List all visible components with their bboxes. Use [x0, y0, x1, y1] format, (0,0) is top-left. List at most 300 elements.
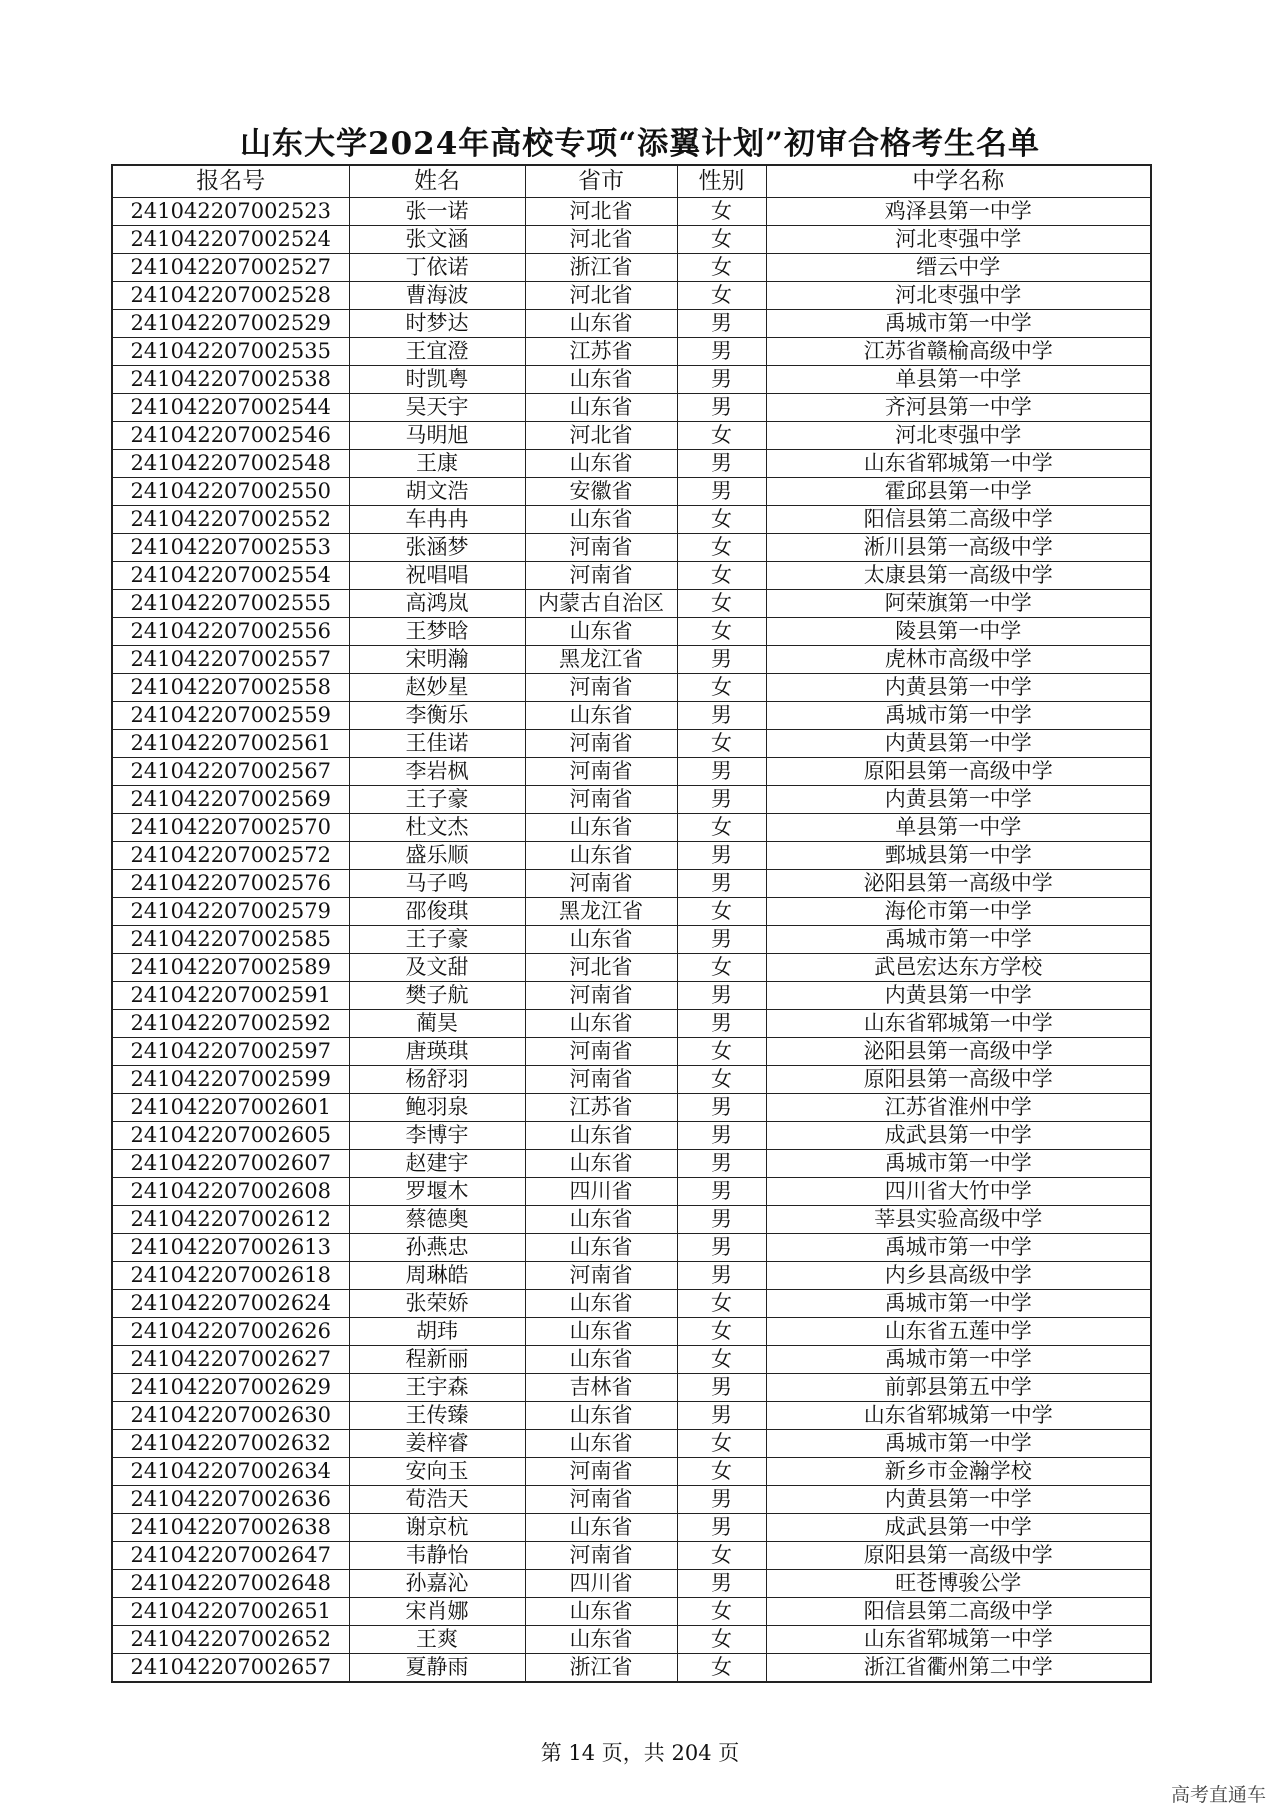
name-cell: 荀浩天 [349, 1486, 525, 1514]
gender-cell: 男 [677, 786, 766, 814]
gender-cell: 女 [677, 1290, 766, 1318]
school-cell: 禹城市第一中学 [766, 1430, 1151, 1458]
province-cell: 山东省 [525, 450, 677, 478]
name-cell: 李岩枫 [349, 758, 525, 786]
school-cell: 禹城市第一中学 [766, 310, 1151, 338]
registration-no-cell: 241042207002569 [112, 786, 349, 814]
name-cell: 蔺昊 [349, 1010, 525, 1038]
province-cell: 山东省 [525, 310, 677, 338]
province-cell: 四川省 [525, 1178, 677, 1206]
registration-no-cell: 241042207002597 [112, 1038, 349, 1066]
name-cell: 赵妙星 [349, 674, 525, 702]
province-cell: 山东省 [525, 842, 677, 870]
school-cell: 河北枣强中学 [766, 226, 1151, 254]
province-cell: 山东省 [525, 926, 677, 954]
school-cell: 内黄县第一中学 [766, 1486, 1151, 1514]
gender-cell: 女 [677, 1626, 766, 1654]
registration-no-cell: 241042207002618 [112, 1262, 349, 1290]
school-cell: 原阳县第一高级中学 [766, 1066, 1151, 1094]
school-cell: 齐河县第一中学 [766, 394, 1151, 422]
name-cell: 张文涵 [349, 226, 525, 254]
gender-cell: 女 [677, 422, 766, 450]
school-cell: 阳信县第二高级中学 [766, 506, 1151, 534]
name-cell: 马明旭 [349, 422, 525, 450]
name-cell: 盛乐顺 [349, 842, 525, 870]
school-cell: 鄄城县第一中学 [766, 842, 1151, 870]
name-cell: 曹海波 [349, 282, 525, 310]
school-cell: 淅川县第一高级中学 [766, 534, 1151, 562]
registration-no-cell: 241042207002605 [112, 1122, 349, 1150]
gender-cell: 女 [677, 562, 766, 590]
school-cell: 前郭县第五中学 [766, 1374, 1151, 1402]
name-cell: 马子鸣 [349, 870, 525, 898]
registration-no-cell: 241042207002592 [112, 1010, 349, 1038]
column-header-school: 中学名称 [766, 165, 1151, 198]
province-cell: 山东省 [525, 1346, 677, 1374]
gender-cell: 男 [677, 1122, 766, 1150]
page-title: 山东大学2024年高校专项“添翼计划”初审合格考生名单 [240, 126, 1040, 162]
gender-cell: 男 [677, 338, 766, 366]
table-row [112, 310, 1151, 338]
registration-no-cell: 241042207002636 [112, 1486, 349, 1514]
province-cell: 山东省 [525, 366, 677, 394]
table-row [112, 702, 1151, 730]
registration-no-cell: 241042207002630 [112, 1402, 349, 1430]
column-header-registration-no: 报名号 [112, 165, 349, 198]
registration-no-cell: 241042207002657 [112, 1654, 349, 1683]
name-cell: 谢京杭 [349, 1514, 525, 1542]
school-cell: 旺苍博骏公学 [766, 1570, 1151, 1598]
gender-cell: 男 [677, 450, 766, 478]
registration-no-cell: 241042207002544 [112, 394, 349, 422]
registration-no-cell: 241042207002561 [112, 730, 349, 758]
name-cell: 王传臻 [349, 1402, 525, 1430]
name-cell: 樊子航 [349, 982, 525, 1010]
table-row [112, 450, 1151, 478]
registration-no-cell: 241042207002535 [112, 338, 349, 366]
table-row [112, 1514, 1151, 1542]
province-cell: 山东省 [525, 702, 677, 730]
province-cell: 江苏省 [525, 338, 677, 366]
school-cell: 禹城市第一中学 [766, 1346, 1151, 1374]
table-row [112, 478, 1151, 506]
school-cell: 虎林市高级中学 [766, 646, 1151, 674]
gender-cell: 女 [677, 226, 766, 254]
registration-no-cell: 241042207002589 [112, 954, 349, 982]
registration-no-cell: 241042207002626 [112, 1318, 349, 1346]
table-row [112, 338, 1151, 366]
name-cell: 罗堰木 [349, 1178, 525, 1206]
province-cell: 山东省 [525, 1430, 677, 1458]
province-cell: 江苏省 [525, 1094, 677, 1122]
school-cell: 四川省大竹中学 [766, 1178, 1151, 1206]
registration-no-cell: 241042207002558 [112, 674, 349, 702]
name-cell: 姜梓睿 [349, 1430, 525, 1458]
province-cell: 河北省 [525, 226, 677, 254]
registration-no-cell: 241042207002528 [112, 282, 349, 310]
gender-cell: 男 [677, 366, 766, 394]
table-row [112, 814, 1151, 842]
gender-cell: 男 [677, 926, 766, 954]
table-row [112, 366, 1151, 394]
school-cell: 原阳县第一高级中学 [766, 758, 1151, 786]
table-row [112, 954, 1151, 982]
province-cell: 山东省 [525, 1626, 677, 1654]
province-cell: 浙江省 [525, 254, 677, 282]
gender-cell: 男 [677, 758, 766, 786]
table-row [112, 1150, 1151, 1178]
name-cell: 李博宇 [349, 1122, 525, 1150]
registration-no-cell: 241042207002550 [112, 478, 349, 506]
name-cell: 张一诺 [349, 198, 525, 226]
school-cell: 内黄县第一中学 [766, 982, 1151, 1010]
province-cell: 河南省 [525, 758, 677, 786]
province-cell: 安徽省 [525, 478, 677, 506]
name-cell: 高鸿岚 [349, 590, 525, 618]
table-row [112, 898, 1151, 926]
gender-cell: 女 [677, 254, 766, 282]
name-cell: 夏静雨 [349, 1654, 525, 1683]
gender-cell: 男 [677, 1150, 766, 1178]
school-cell: 内黄县第一中学 [766, 674, 1151, 702]
table-row [112, 1038, 1151, 1066]
table-row [112, 1066, 1151, 1094]
name-cell: 张荣娇 [349, 1290, 525, 1318]
province-cell: 河北省 [525, 954, 677, 982]
school-cell: 内乡县高级中学 [766, 1262, 1151, 1290]
table-row [112, 534, 1151, 562]
name-cell: 王宇森 [349, 1374, 525, 1402]
table-row [112, 1626, 1151, 1654]
name-cell: 程新丽 [349, 1346, 525, 1374]
table-row [112, 1402, 1151, 1430]
name-cell: 孙嘉沁 [349, 1570, 525, 1598]
registration-no-cell: 241042207002538 [112, 366, 349, 394]
registration-no-cell: 241042207002570 [112, 814, 349, 842]
province-cell: 河南省 [525, 1066, 677, 1094]
gender-cell: 女 [677, 618, 766, 646]
table-row [112, 226, 1151, 254]
name-cell: 王康 [349, 450, 525, 478]
registration-no-cell: 241042207002579 [112, 898, 349, 926]
registration-no-cell: 241042207002612 [112, 1206, 349, 1234]
page-number: 第 14 页，共 204 页 [540, 1741, 740, 1765]
school-cell: 阿荣旗第一中学 [766, 590, 1151, 618]
column-header-name: 姓名 [349, 165, 525, 198]
province-cell: 河南省 [525, 1458, 677, 1486]
registration-no-cell: 241042207002557 [112, 646, 349, 674]
school-cell: 武邑宏达东方学校 [766, 954, 1151, 982]
school-cell: 山东省郓城第一中学 [766, 1010, 1151, 1038]
gender-cell: 女 [677, 1542, 766, 1570]
school-cell: 太康县第一高级中学 [766, 562, 1151, 590]
gender-cell: 男 [677, 310, 766, 338]
table-row [112, 422, 1151, 450]
table-row [112, 1206, 1151, 1234]
province-cell: 吉林省 [525, 1374, 677, 1402]
gender-cell: 男 [677, 1486, 766, 1514]
column-header-province: 省市 [525, 165, 677, 198]
table-row [112, 786, 1151, 814]
registration-no-cell: 241042207002629 [112, 1374, 349, 1402]
school-cell: 泌阳县第一高级中学 [766, 1038, 1151, 1066]
name-cell: 杜文杰 [349, 814, 525, 842]
school-cell: 单县第一中学 [766, 366, 1151, 394]
table-row [112, 1654, 1151, 1683]
province-cell: 山东省 [525, 1514, 677, 1542]
province-cell: 四川省 [525, 1570, 677, 1598]
registration-no-cell: 241042207002651 [112, 1598, 349, 1626]
registration-no-cell: 241042207002601 [112, 1094, 349, 1122]
gender-cell: 男 [677, 1178, 766, 1206]
name-cell: 蔡德奥 [349, 1206, 525, 1234]
province-cell: 山东省 [525, 506, 677, 534]
province-cell: 河北省 [525, 282, 677, 310]
registration-no-cell: 241042207002627 [112, 1346, 349, 1374]
school-cell: 内黄县第一中学 [766, 786, 1151, 814]
school-cell: 禹城市第一中学 [766, 1290, 1151, 1318]
column-header-gender: 性别 [677, 165, 766, 198]
name-cell: 车冉冉 [349, 506, 525, 534]
registration-no-cell: 241042207002608 [112, 1178, 349, 1206]
province-cell: 河南省 [525, 786, 677, 814]
table-row [112, 730, 1151, 758]
table-row [112, 646, 1151, 674]
name-cell: 吴天宇 [349, 394, 525, 422]
gender-cell: 男 [677, 982, 766, 1010]
school-cell: 成武县第一中学 [766, 1514, 1151, 1542]
school-cell: 禹城市第一中学 [766, 1150, 1151, 1178]
name-cell: 祝唱唱 [349, 562, 525, 590]
province-cell: 山东省 [525, 1290, 677, 1318]
gender-cell: 女 [677, 674, 766, 702]
name-cell: 时凯粤 [349, 366, 525, 394]
gender-cell: 男 [677, 1206, 766, 1234]
name-cell: 丁依诺 [349, 254, 525, 282]
school-cell: 新乡市金瀚学校 [766, 1458, 1151, 1486]
name-cell: 周琳皓 [349, 1262, 525, 1290]
province-cell: 山东省 [525, 1150, 677, 1178]
name-cell: 胡文浩 [349, 478, 525, 506]
table-row [112, 1234, 1151, 1262]
name-cell: 韦静怡 [349, 1542, 525, 1570]
province-cell: 内蒙古自治区 [525, 590, 677, 618]
table-row [112, 282, 1151, 310]
registration-no-cell: 241042207002567 [112, 758, 349, 786]
registration-no-cell: 241042207002591 [112, 982, 349, 1010]
table-row [112, 1318, 1151, 1346]
school-cell: 成武县第一中学 [766, 1122, 1151, 1150]
gender-cell: 男 [677, 842, 766, 870]
school-cell: 浙江省衢州第二中学 [766, 1654, 1151, 1683]
name-cell: 王佳诺 [349, 730, 525, 758]
table-row [112, 1570, 1151, 1598]
table-row [112, 1430, 1151, 1458]
province-cell: 山东省 [525, 394, 677, 422]
school-cell: 江苏省赣榆高级中学 [766, 338, 1151, 366]
table-row [112, 926, 1151, 954]
table-row [112, 1598, 1151, 1626]
table-row [112, 562, 1151, 590]
name-cell: 邵俊琪 [349, 898, 525, 926]
province-cell: 河南省 [525, 674, 677, 702]
province-cell: 山东省 [525, 1206, 677, 1234]
province-cell: 山东省 [525, 1318, 677, 1346]
school-cell: 缙云中学 [766, 254, 1151, 282]
registration-no-cell: 241042207002624 [112, 1290, 349, 1318]
table-row [112, 1262, 1151, 1290]
registration-no-cell: 241042207002527 [112, 254, 349, 282]
school-cell: 海伦市第一中学 [766, 898, 1151, 926]
registration-no-cell: 241042207002559 [112, 702, 349, 730]
school-cell: 鸡泽县第一中学 [766, 198, 1151, 226]
table-row [112, 590, 1151, 618]
registration-no-cell: 241042207002652 [112, 1626, 349, 1654]
registration-no-cell: 241042207002632 [112, 1430, 349, 1458]
name-cell: 宋明瀚 [349, 646, 525, 674]
gender-cell: 男 [677, 1374, 766, 1402]
registration-no-cell: 241042207002634 [112, 1458, 349, 1486]
gender-cell: 女 [677, 814, 766, 842]
gender-cell: 女 [677, 198, 766, 226]
registration-no-cell: 241042207002572 [112, 842, 349, 870]
school-cell: 山东省五莲中学 [766, 1318, 1151, 1346]
school-cell: 山东省郓城第一中学 [766, 1626, 1151, 1654]
gender-cell: 男 [677, 1262, 766, 1290]
school-cell: 泌阳县第一高级中学 [766, 870, 1151, 898]
registration-no-cell: 241042207002555 [112, 590, 349, 618]
name-cell: 时梦达 [349, 310, 525, 338]
gender-cell: 男 [677, 1402, 766, 1430]
table-row [112, 1122, 1151, 1150]
school-cell: 原阳县第一高级中学 [766, 1542, 1151, 1570]
gender-cell: 女 [677, 1654, 766, 1683]
gender-cell: 男 [677, 478, 766, 506]
school-cell: 河北枣强中学 [766, 422, 1151, 450]
name-cell: 王子豪 [349, 926, 525, 954]
province-cell: 河南省 [525, 534, 677, 562]
watermark: 高考直通车 [1170, 1784, 1266, 1806]
province-cell: 山东省 [525, 1122, 677, 1150]
table-row [112, 1374, 1151, 1402]
province-cell: 山东省 [525, 1234, 677, 1262]
name-cell: 张涵梦 [349, 534, 525, 562]
registration-no-cell: 241042207002607 [112, 1150, 349, 1178]
gender-cell: 男 [677, 1010, 766, 1038]
province-cell: 黑龙江省 [525, 646, 677, 674]
school-cell: 单县第一中学 [766, 814, 1151, 842]
gender-cell: 男 [677, 394, 766, 422]
table-row [112, 842, 1151, 870]
school-cell: 河北枣强中学 [766, 282, 1151, 310]
gender-cell: 男 [677, 1094, 766, 1122]
table-row [112, 1094, 1151, 1122]
school-cell: 陵县第一中学 [766, 618, 1151, 646]
name-cell: 孙燕忠 [349, 1234, 525, 1262]
registration-no-cell: 241042207002647 [112, 1542, 349, 1570]
registration-no-cell: 241042207002553 [112, 534, 349, 562]
table-row [112, 1486, 1151, 1514]
table-row [112, 1010, 1151, 1038]
name-cell: 鲍羽泉 [349, 1094, 525, 1122]
province-cell: 黑龙江省 [525, 898, 677, 926]
school-cell: 山东省郓城第一中学 [766, 1402, 1151, 1430]
table-row [112, 982, 1151, 1010]
gender-cell: 女 [677, 898, 766, 926]
province-cell: 河南省 [525, 1542, 677, 1570]
name-cell: 赵建宇 [349, 1150, 525, 1178]
school-cell: 禹城市第一中学 [766, 702, 1151, 730]
gender-cell: 男 [677, 1514, 766, 1542]
province-cell: 河南省 [525, 870, 677, 898]
gender-cell: 男 [677, 702, 766, 730]
gender-cell: 男 [677, 1570, 766, 1598]
school-cell: 山东省郓城第一中学 [766, 450, 1151, 478]
table-row [112, 1542, 1151, 1570]
province-cell: 山东省 [525, 618, 677, 646]
table-row [112, 758, 1151, 786]
table-row [112, 870, 1151, 898]
province-cell: 河南省 [525, 1486, 677, 1514]
province-cell: 河北省 [525, 422, 677, 450]
registration-no-cell: 241042207002529 [112, 310, 349, 338]
name-cell: 胡玮 [349, 1318, 525, 1346]
table-row [112, 1346, 1151, 1374]
table-row [112, 618, 1151, 646]
gender-cell: 女 [677, 534, 766, 562]
registration-no-cell: 241042207002556 [112, 618, 349, 646]
gender-cell: 女 [677, 506, 766, 534]
name-cell: 唐瑛琪 [349, 1038, 525, 1066]
registration-no-cell: 241042207002524 [112, 226, 349, 254]
province-cell: 山东省 [525, 1598, 677, 1626]
name-cell: 及文甜 [349, 954, 525, 982]
table-row [112, 674, 1151, 702]
registration-no-cell: 241042207002523 [112, 198, 349, 226]
registration-no-cell: 241042207002552 [112, 506, 349, 534]
registration-no-cell: 241042207002585 [112, 926, 349, 954]
table-body [112, 198, 1151, 1683]
province-cell: 山东省 [525, 1010, 677, 1038]
table-row [112, 1178, 1151, 1206]
gender-cell: 女 [677, 1598, 766, 1626]
candidate-table [111, 164, 1152, 1683]
table-row [112, 506, 1151, 534]
table-header-row [112, 165, 1151, 198]
name-cell: 王子豪 [349, 786, 525, 814]
registration-no-cell: 241042207002638 [112, 1514, 349, 1542]
province-cell: 山东省 [525, 1402, 677, 1430]
province-cell: 河北省 [525, 198, 677, 226]
gender-cell: 女 [677, 1038, 766, 1066]
gender-cell: 女 [677, 1318, 766, 1346]
school-cell: 阳信县第二高级中学 [766, 1598, 1151, 1626]
registration-no-cell: 241042207002548 [112, 450, 349, 478]
school-cell: 江苏省淮州中学 [766, 1094, 1151, 1122]
name-cell: 安向玉 [349, 1458, 525, 1486]
school-cell: 霍邱县第一中学 [766, 478, 1151, 506]
registration-no-cell: 241042207002613 [112, 1234, 349, 1262]
gender-cell: 女 [677, 1430, 766, 1458]
table-row [112, 1458, 1151, 1486]
gender-cell: 男 [677, 870, 766, 898]
table-row [112, 1290, 1151, 1318]
registration-no-cell: 241042207002554 [112, 562, 349, 590]
province-cell: 河南省 [525, 562, 677, 590]
gender-cell: 男 [677, 1234, 766, 1262]
registration-no-cell: 241042207002648 [112, 1570, 349, 1598]
name-cell: 王梦晗 [349, 618, 525, 646]
